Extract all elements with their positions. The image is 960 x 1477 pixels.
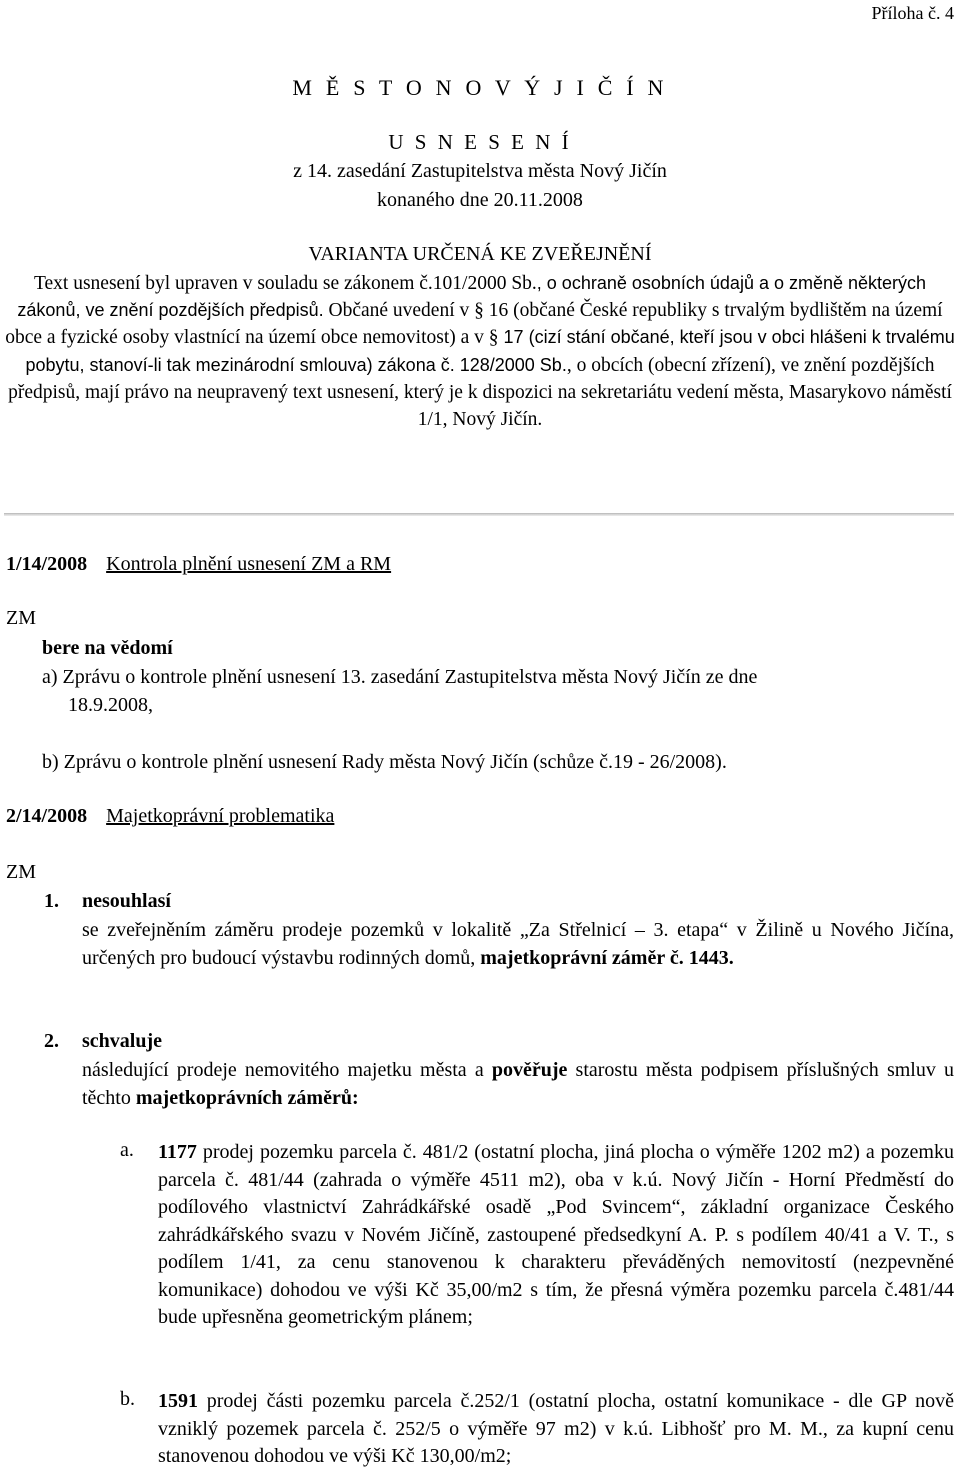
paragraph-sign: § [488, 327, 499, 349]
section-2-title: Majetkoprávní problematika [106, 805, 335, 827]
sub-item-b-number: 1591 [158, 1390, 198, 1412]
sub-item-b-label: b. [120, 1388, 135, 1410]
point-2-text: následující prodeje nemovitého majetku města a pověřuje starostu města podpisem příslušných smluv u těchto majetkoprávních záměrů: [82, 1059, 954, 1109]
point-2-verb: schvaluje [82, 1030, 162, 1052]
date-line: konaného dne 20.11.2008 [377, 189, 583, 211]
resolution-heading: U S N E S E N Í [388, 130, 572, 154]
variant-label: VARIANTA URČENÁ KE ZVEŘEJNĚNÍ [308, 243, 652, 265]
publication-notice [4, 270, 956, 433]
point-2-number: 2. [44, 1030, 59, 1052]
session-line: z 14. zasedání Zastupitelstva města Nový Jičín [293, 160, 667, 182]
section-1-item-a-date: 18.9.2008, [68, 694, 153, 716]
town-title: M Ě S T O N O V Ý J I Č Í N [292, 75, 668, 100]
section-2-number: 2/14/2008 [6, 805, 88, 827]
divider [4, 513, 954, 516]
section-2-body: ZM [6, 861, 36, 883]
sub-item-a-number: 1177 [158, 1141, 197, 1163]
notice-part-5: 17 (cizí stání občané, kteří jsou v obci hlášeni k trvalému pobytu, stanoví-li tak mezinárodní smlouva) zákona č. 128/2000 Sb. [25, 327, 955, 375]
notice-part-3: Občané uvedení v [323, 300, 475, 322]
section-1-item-b: b) Zprávu o kontrole plnění usnesení Rady města Nový Jičín (schůze č.19 - 26/2008). [42, 751, 727, 773]
sub-item-a-label: a. [120, 1139, 134, 1161]
point-2-bold-2: majetkoprávních záměrů: [135, 1086, 359, 1109]
section-1-verb: bere na vědomí [42, 637, 173, 659]
notice-part-4: 16 (občané České republiky s trvalým bydlištěm na území obce a fyzické osoby vlastnící na území obce nemovitost) a v [5, 300, 943, 349]
point-1-text: se zveřejněním záměru prodeje pozemků v lokalitě „Za Střelnicí – 3. etapa“ v Žilině u Nového Jičína, určených pro budoucí výstavbu rodinných domů, majetkoprávní záměr č. 1443. [82, 919, 954, 969]
point-1-bold: majetkoprávní záměr č. 1443. [480, 946, 734, 969]
notice-part-2: , o ochraně osobních údajů a o změně některých zákonů, ve znění pozdějších předpisů. [17, 273, 927, 321]
notice-part-1: Text usnesení byl upraven v souladu se zákonem č.101/2000 Sb. [33, 273, 537, 294]
point-2-bold-1: pověřuje [491, 1059, 568, 1081]
section-1-body: ZM [6, 607, 36, 629]
sub-item-a-text: 1177 prodej pozemku parcela č. 481/2 (ostatní plocha, jiná plocha o výměře 1202 m2) a pozemku parcela č. 481/44 (zahrada o výměře 4511 m2), oba v k.ú. Nový Jičín - Horní Předměstí do podílového vlastnictví Zahrádkářské osadě „Pod Svincem“, základní organizace Českého zahrádkářského svazu v Novém Jičíně, zastoupené předsedkyní A. P. s podílem 40/41 a V. T., s podílem 1/41, za cenu stanovenou k charakteru převáděných nemovitostí (nezpevněné komunikace) dohodou ve výši Kč 35,00/m2 s tím, že přesná výměra pozemku parcela č.481/44 bude upřesněna geometrickým plánem; [158, 1141, 954, 1328]
sub-item-b-text: 1591 prodej části pozemku parcela č.252/1 (ostatní plocha, ostatní komunikace - dle GP nově vzniklý pozemek parcela č. 252/5 o výměře 97 m2) v k.ú. Libhošť pro M. M., za kupní cenu stanovenou dohodou ve výši Kč 130,00/m2; [158, 1390, 954, 1467]
section-1-heading [6, 553, 391, 576]
section-2-heading [6, 805, 334, 828]
attachment-label: Příloha č. 4 [871, 3, 954, 23]
notice-part-6: , o obcích (obecní zřízení), ve znění pozdějších předpisů, mají právo na neupravený text usnesení, který je k dispozici na sekretariátu vedení města, Masarykovo náměstí 1/1, Nový Jičín. [8, 354, 952, 431]
section-1-title: Kontrola plnění usnesení ZM a RM [106, 553, 392, 575]
point-1-verb: nesouhlasí [82, 890, 171, 912]
point-1-number: 1. [44, 890, 59, 912]
section-1-item-a: a) Zprávu o kontrole plnění usnesení 13. zasedání Zastupitelstva města Nový Jičín ze dne [42, 666, 758, 688]
section-1-number: 1/14/2008 [6, 553, 88, 575]
paragraph-sign: § [474, 300, 484, 322]
